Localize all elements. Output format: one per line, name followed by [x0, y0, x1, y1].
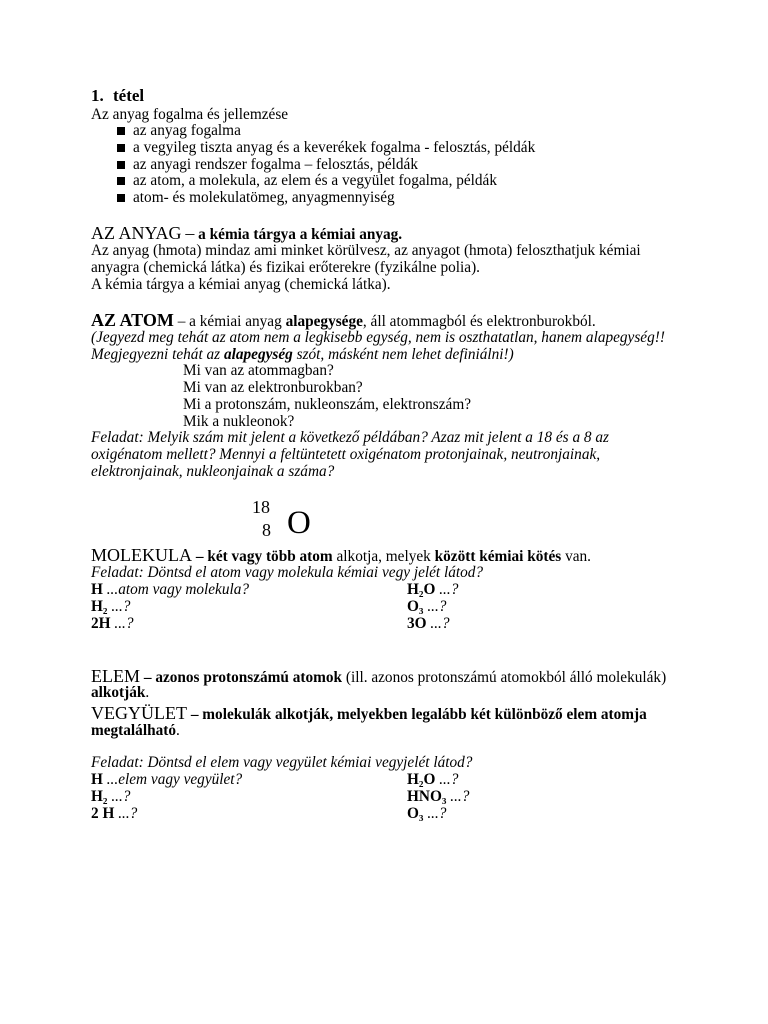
- formula: 2H: [91, 615, 111, 632]
- matter-definition: a kémia tárgya a kémiai anyag.: [198, 226, 403, 243]
- question: ...?: [450, 788, 470, 805]
- element-rest: (ill. azonos protonszámú atomokból álló molekulák): [345, 669, 667, 686]
- syllabus-item: [117, 156, 418, 173]
- atom-reminder-key: alapegység: [223, 346, 293, 363]
- exercise-cell-right: [407, 805, 446, 822]
- molecule-key-1: két vagy több atom: [207, 548, 333, 565]
- element-heading-line: [91, 666, 666, 688]
- exercise-cell-right: [407, 788, 469, 805]
- formula: H₂: [91, 788, 108, 805]
- exercise-cell-right: [407, 771, 458, 788]
- section-number: 1.: [91, 86, 104, 105]
- isotope-atomic-number: 8: [262, 520, 271, 540]
- syllabus-item-text: a vegyileg tiszta anyag és a keverékek fogalma - felosztás, példák: [133, 139, 536, 156]
- atom-question: Mi van az elektronburokban?: [183, 379, 363, 396]
- matter-text-line: A kémia tárgya a kémiai anyag (chemická látka).: [91, 276, 391, 293]
- syllabus-item: [117, 139, 535, 156]
- question: ...elem vagy vegyület?: [106, 771, 243, 788]
- question: ...?: [427, 598, 447, 615]
- formula: H₂: [91, 598, 108, 615]
- square-bullet-icon: [117, 127, 125, 135]
- syllabus-item-text: atom- és molekulatömeg, anyagmennyiség: [133, 189, 395, 206]
- question: ...?: [114, 615, 134, 632]
- atom-reminder-end: szót, másként nem lehet definiálni!): [296, 346, 514, 363]
- atom-task-line: Feladat: Melyik szám mit jelent a következő példában? Azaz mit jelent a 18 és a 8 az: [91, 429, 610, 446]
- element-key-2: alkotják: [91, 684, 146, 701]
- atom-reminder-start: Megjegyezni tehát az: [91, 346, 221, 363]
- atom-task-line: oxigénatom mellett? Mennyi a feltüntetett oxigénatom protonjainak, neutronjainak,: [91, 446, 601, 463]
- syllabus-item-text: az anyag fogalma: [133, 122, 241, 139]
- element-key: azonos protonszámú atomok: [155, 669, 343, 686]
- atom-task-line: elektronjainak, nukleonjainak a száma?: [91, 463, 335, 480]
- formula: H₂O: [407, 581, 436, 598]
- exercise-row: [91, 771, 458, 788]
- formula: O₃: [407, 805, 424, 822]
- compound-task: Feladat: Döntsd el elem vagy vegyület kémiai vegyjelét látod?: [91, 754, 473, 771]
- formula: HNO₃: [407, 788, 447, 805]
- formula: H: [91, 771, 103, 788]
- matter-text-line: Az anyag (hmota) mindaz ami minket körülvesz, az anyagot (hmota) feloszthatjuk kémiai: [91, 242, 641, 259]
- exercise-cell-left: [91, 615, 407, 632]
- exercise-cell-right: [407, 581, 458, 598]
- exercise-cell-right: [407, 615, 450, 632]
- compound-line-2: [91, 722, 180, 739]
- exercise-cell-left: [91, 598, 407, 615]
- exercise-row: [91, 581, 458, 598]
- element-term: ELEM: [91, 666, 140, 686]
- element-line-2: [91, 684, 149, 701]
- formula: 2 H: [91, 805, 115, 822]
- question: ...?: [111, 788, 131, 805]
- molecule-middle: alkotja, melyek: [336, 548, 431, 565]
- atom-question: Mi a protonszám, nukleonszám, elektronszám?: [183, 396, 472, 413]
- atom-definition-key: alapegysége: [285, 313, 363, 330]
- exercise-row: [91, 598, 446, 615]
- question: ...?: [439, 581, 459, 598]
- molecule-term: MOLEKULA: [91, 545, 192, 565]
- element-end: .: [145, 684, 150, 701]
- square-bullet-icon: [117, 194, 125, 202]
- question: ...?: [439, 771, 459, 788]
- syllabus-item-text: az anyagi rendszer fogalma – felosztás, példák: [133, 156, 418, 173]
- exercise-cell-left: [91, 771, 407, 788]
- exercise-cell-left: [91, 805, 407, 822]
- formula: H₂O: [407, 771, 436, 788]
- compound-term: VEGYÜLET: [91, 703, 187, 723]
- question: ...?: [118, 805, 138, 822]
- matter-dash: –: [185, 223, 195, 243]
- formula: H: [91, 581, 103, 598]
- formula: O₃: [407, 598, 424, 615]
- square-bullet-icon: [117, 144, 125, 152]
- atom-reminder-line: [91, 346, 514, 363]
- exercise-row: [91, 615, 450, 632]
- section-title: tétel: [113, 86, 145, 105]
- matter-text-line: anyagra (chemická látka) és fizikai erőterekre (fyzikálne polia).: [91, 259, 481, 276]
- question: ...atom vagy molekula?: [106, 581, 250, 598]
- question: ...?: [111, 598, 131, 615]
- exercise-row: [91, 788, 469, 805]
- molecule-key-2: között kémiai kötés: [434, 548, 562, 565]
- syllabus-item-text: az atom, a molekula, az elem és a vegyület fogalma, példák: [133, 172, 497, 189]
- syllabus-item: [117, 189, 395, 206]
- section-heading: [91, 86, 144, 105]
- exercise-row: [91, 805, 446, 822]
- molecule-end: van.: [565, 548, 592, 565]
- square-bullet-icon: [117, 177, 125, 185]
- atom-definition-end: , áll atommagból és elektronburokból.: [362, 313, 596, 330]
- molecule-dash: –: [195, 548, 204, 565]
- compound-dash: –: [190, 706, 199, 723]
- atom-question: Mik a nukleonok?: [183, 413, 295, 430]
- exercise-cell-right: [407, 598, 446, 615]
- exercise-cell-left: [91, 581, 407, 598]
- question: ...?: [430, 615, 450, 632]
- isotope-mass-number: 18: [252, 497, 270, 517]
- compound-key-2: megtalálható: [91, 722, 176, 739]
- isotope-symbol: O: [287, 505, 311, 541]
- matter-term: AZ ANYAG: [91, 223, 182, 243]
- formula: 3O: [407, 615, 427, 632]
- square-bullet-icon: [117, 161, 125, 169]
- syllabus-intro: Az anyag fogalma és jellemzése: [91, 106, 289, 123]
- syllabus-item: [117, 172, 497, 189]
- molecule-task: Feladat: Döntsd el atom vagy molekula kémiai vegy jelét látod?: [91, 564, 484, 581]
- atom-question: Mi van az atommagban?: [183, 362, 334, 379]
- question: ...?: [427, 805, 447, 822]
- atom-note-line: (Jegyezd meg tehát az atom nem a legkisebb egység, nem is oszthatatlan, hanem alapegység!!: [91, 329, 665, 346]
- exercise-cell-left: [91, 788, 407, 805]
- syllabus-item: [117, 122, 241, 139]
- compound-end: .: [175, 722, 180, 739]
- atom-term: AZ ATOM: [91, 310, 174, 330]
- compound-key: molekulák alkotják, melyekben legalább két különböző elem atomja: [202, 706, 647, 723]
- atom-definition-start: – a kémiai anyag: [177, 313, 282, 330]
- element-dash: –: [143, 669, 152, 686]
